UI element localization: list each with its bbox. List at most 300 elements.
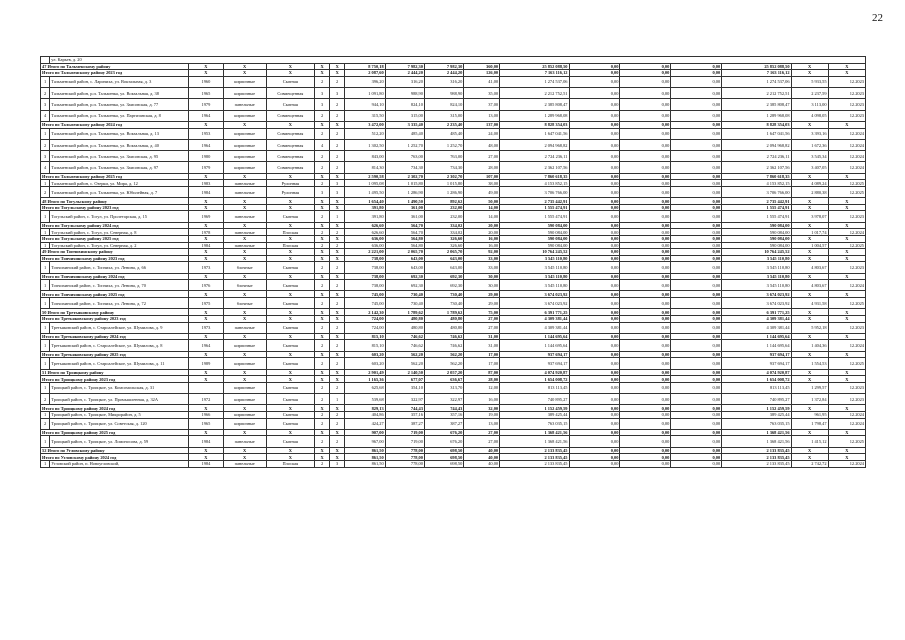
placeholder-x: Х	[223, 315, 266, 322]
floors-cell: 2	[315, 211, 330, 222]
wall-material-cell: панельные	[223, 460, 266, 467]
value-cell: 387,27	[424, 418, 463, 429]
roof-type-cell: Совмещенная	[266, 139, 315, 150]
placeholder-x: Х	[223, 70, 266, 77]
value-cell: 692,30	[424, 280, 463, 291]
placeholder-x: Х	[266, 315, 315, 322]
value-cell: 564,70	[385, 229, 424, 236]
value-cell: 0,00	[620, 460, 671, 467]
value-cell: 562,20	[424, 358, 463, 369]
total-row	[41, 429, 866, 436]
value-cell: 603,20	[345, 351, 385, 358]
tail-cell: 12.2025	[828, 186, 865, 197]
value-cell: 480,80	[385, 315, 424, 322]
building-row	[41, 340, 866, 351]
building-row	[41, 242, 866, 249]
value-cell: 778,00	[385, 460, 424, 467]
value-cell: 315,00	[424, 110, 463, 121]
tail-cell: Х	[791, 351, 828, 358]
tail-cell: Х	[791, 315, 828, 322]
year-cell: 1976	[189, 280, 224, 291]
value-cell: 0,00	[620, 173, 671, 180]
value-cell: 0,00	[671, 460, 722, 467]
roof-type-cell: Совмещенная	[266, 151, 315, 162]
placeholder-x: Х	[330, 222, 345, 229]
value-cell: 0,00	[671, 376, 722, 383]
value-cell: 0,00	[569, 235, 620, 242]
total-label: 50 Итого по Третьяковскому району	[41, 309, 189, 316]
value-cell: 843,00	[345, 151, 385, 162]
placeholder-x: Х	[223, 121, 266, 128]
value-cell: 636,00	[345, 235, 385, 242]
tail-cell: 12.2024	[828, 280, 865, 291]
value-cell: 0,00	[671, 76, 722, 87]
wall-material-cell: панельные	[223, 180, 266, 187]
year-cell: 1978	[189, 229, 224, 236]
building-row	[41, 110, 866, 121]
tail-cell: Х	[791, 63, 828, 70]
address-cell: Третьяковский район, с. Староалейское, ул. Шумилова, д. 9	[50, 322, 189, 333]
roof-type-cell: Совмещенная	[266, 88, 315, 99]
tail-cell: Х	[791, 222, 828, 229]
total-label: Итого по Тогульскому району 2025 год	[41, 235, 189, 242]
value-cell: 643,00	[385, 255, 424, 262]
wall-material-cell: кирпичные	[223, 88, 266, 99]
placeholder-x: Х	[330, 405, 345, 412]
value-cell: 87,00	[464, 369, 500, 376]
value-cell: 746,62	[424, 333, 463, 340]
building-row	[41, 460, 866, 467]
tail-cell: 4 803,67	[791, 262, 828, 273]
row-index: 1	[41, 322, 50, 333]
value-cell: 30,00	[464, 280, 500, 291]
value-cell: 988,90	[424, 88, 463, 99]
value-cell: 0,00	[569, 322, 620, 333]
tail-cell: Х	[791, 454, 828, 461]
building-row	[41, 262, 866, 273]
value-cell: 20,00	[464, 229, 500, 236]
value-cell: 6 391 771,25	[722, 309, 791, 316]
value-cell: 2 444,20	[385, 70, 424, 77]
tail-cell: 1 798,47	[791, 418, 828, 429]
roof-type-cell: Скатная	[266, 394, 315, 405]
entrances-cell: 2	[330, 242, 345, 249]
tail-cell: 12.2023	[828, 382, 865, 393]
placeholder-x: Х	[223, 369, 266, 376]
entrances-cell: 2	[330, 340, 345, 351]
placeholder-x: Х	[315, 222, 330, 229]
value-cell: 0,00	[569, 298, 620, 309]
placeholder-x: Х	[315, 291, 330, 298]
value-cell: 1 368 421,56	[500, 429, 569, 436]
value-cell: 3 335,40	[385, 121, 424, 128]
value-cell: 603,20	[345, 358, 385, 369]
address-cell: Угловский район, п. Новоугловский,	[50, 460, 189, 467]
value-cell: 17,00	[464, 358, 500, 369]
placeholder-x: Х	[223, 235, 266, 242]
tail-cell: Х	[791, 173, 828, 180]
tail-cell: 1 672,36	[791, 139, 828, 150]
value-cell: 744,43	[385, 405, 424, 412]
value-cell: 0,00	[671, 358, 722, 369]
building-row	[41, 151, 866, 162]
value-cell: 719,00	[385, 429, 424, 436]
total-label: Итого по Тогульскому району 2024 год	[41, 222, 189, 229]
placeholder-x: Х	[266, 454, 315, 461]
value-cell: 361,00	[385, 211, 424, 222]
entrances-cell: 2	[330, 99, 345, 110]
value-cell: 0,00	[671, 110, 722, 121]
value-cell: 730,40	[385, 298, 424, 309]
value-cell: 0,00	[569, 418, 620, 429]
tail-cell: 12.2023	[828, 76, 865, 87]
year-cell: 1965	[189, 418, 224, 429]
value-cell: 0,00	[569, 222, 620, 229]
value-cell: 861,50	[345, 460, 385, 467]
roof-type-cell: Скатная	[266, 412, 315, 419]
value-cell: 744,43	[424, 405, 463, 412]
wall-material-cell: блочные	[223, 262, 266, 273]
value-cell: 0,00	[620, 436, 671, 447]
value-cell: 0,00	[569, 76, 620, 87]
roof-type-cell: Рулонная	[266, 186, 315, 197]
placeholder-x: Х	[223, 222, 266, 229]
total-row	[41, 315, 866, 322]
value-cell: 24,00	[464, 128, 500, 139]
value-cell: 2 735 442,91	[500, 198, 569, 205]
building-row	[41, 418, 866, 429]
value-cell: 8 828 354,03	[722, 121, 791, 128]
total-row	[41, 369, 866, 376]
total-row	[41, 405, 866, 412]
value-cell: 0,00	[620, 249, 671, 256]
value-cell: 740 895,27	[500, 394, 569, 405]
address-cell: Тальменский район, р.п. Тальменка, ул. Юбилейная, д. 7	[50, 186, 189, 197]
value-cell: 0,00	[569, 454, 620, 461]
value-cell: 3 545 110,80	[500, 273, 569, 280]
value-cell: 0,00	[620, 369, 671, 376]
value-cell: 0,00	[620, 447, 671, 454]
roof-type-cell: Скатная	[266, 99, 315, 110]
placeholder-x: Х	[330, 376, 345, 383]
placeholder-x: Х	[315, 249, 330, 256]
table-body	[41, 57, 866, 468]
roof-type-cell: Скатная	[266, 280, 315, 291]
value-cell: 3 706 766,00	[500, 186, 569, 197]
tail-cell: Х	[828, 198, 865, 205]
value-cell: 25 852 088,50	[500, 63, 569, 70]
placeholder-x: Х	[266, 291, 315, 298]
tail-cell: 2 880,38	[791, 186, 828, 197]
value-cell: 1 647 041,56	[722, 128, 791, 139]
value-cell: 13,00	[464, 110, 500, 121]
floors-cell: 2	[315, 340, 330, 351]
address-cell: Троицкий район, с. Троицкое, ул. Комсомольская, д. 31	[50, 382, 189, 393]
address-continuation-row	[41, 57, 866, 64]
row-index: 2	[41, 88, 50, 99]
value-cell: 0,00	[620, 88, 671, 99]
total-label: 49 Итого по Топчихинскому району	[41, 249, 189, 256]
value-cell: 3 545 110,80	[500, 255, 569, 262]
floors-cell: 2	[315, 180, 330, 187]
tail-cell: Х	[791, 333, 828, 340]
value-cell: 2 735 442,91	[722, 198, 791, 205]
value-cell: 480,80	[385, 322, 424, 333]
total-label: Итого по Топчихинскому району 2023 год	[41, 255, 189, 262]
building-row	[41, 280, 866, 291]
value-cell: 0,00	[671, 255, 722, 262]
value-cell: 746,62	[385, 333, 424, 340]
placeholder-x: Х	[266, 204, 315, 211]
year-cell: 1989	[189, 358, 224, 369]
row-index: 1	[41, 460, 50, 467]
value-cell: 590 084,00	[500, 229, 569, 236]
year-cell: 1984	[189, 436, 224, 447]
value-cell: 562,20	[424, 351, 463, 358]
value-cell: 2 590,58	[345, 173, 385, 180]
value-cell: 0,00	[671, 315, 722, 322]
placeholder-x: Х	[189, 273, 224, 280]
value-cell: 0,00	[620, 63, 671, 70]
value-cell: 643,00	[424, 255, 463, 262]
value-cell: 0,00	[671, 382, 722, 393]
value-cell: 0,00	[671, 186, 722, 197]
value-cell: 724,00	[345, 315, 385, 322]
year-cell: 1980	[189, 151, 224, 162]
tail-cell: 12.2023	[828, 88, 865, 99]
wall-material-cell: панельные	[223, 211, 266, 222]
placeholder-x: Х	[315, 333, 330, 340]
value-cell: 824,10	[424, 99, 463, 110]
total-row	[41, 255, 866, 262]
value-cell: 0,00	[569, 211, 620, 222]
address-cell: Тальменский район, с. Озерки, ул. Мира, д. 12	[50, 180, 189, 187]
value-cell: 0,00	[671, 128, 722, 139]
entrances-cell: 2	[330, 262, 345, 273]
address-cell: Тогульский район, с. Тогул, ул. Северная, д. 8	[50, 229, 189, 236]
value-cell: 0,00	[671, 351, 722, 358]
year-cell: 1984	[189, 460, 224, 467]
value-cell: 107,00	[464, 173, 500, 180]
value-cell: 0,00	[569, 180, 620, 187]
placeholder-x: Х	[330, 121, 345, 128]
placeholder-x: Х	[266, 309, 315, 316]
value-cell: 724,00	[345, 322, 385, 333]
total-row	[41, 351, 866, 358]
value-cell: 19,00	[464, 412, 500, 419]
value-cell: 50,00	[464, 198, 500, 205]
floors-cell: 2	[315, 436, 330, 447]
tail-cell: Х	[828, 309, 865, 316]
address-cell: Троицкий район, с. Троицкое, ул. Советская, д. 120	[50, 418, 189, 429]
value-cell: 539,68	[345, 394, 385, 405]
value-cell: 0,00	[620, 121, 671, 128]
total-label: Итого по Тогульскому району 2023 год	[41, 204, 189, 211]
value-cell: 1 555 474,91	[500, 204, 569, 211]
floors-cell: 2	[315, 322, 330, 333]
value-cell: 0,00	[671, 242, 722, 249]
value-cell: 0,00	[569, 376, 620, 383]
placeholder-x: Х	[266, 333, 315, 340]
value-cell: 3 706 766,00	[722, 186, 791, 197]
value-cell: 0,00	[671, 333, 722, 340]
value-cell: 0,00	[569, 121, 620, 128]
placeholder-x: Х	[330, 173, 345, 180]
value-cell: 0,00	[620, 376, 671, 383]
total-label: Итого по Третьяковскому району 2025 год	[41, 351, 189, 358]
value-cell: 33,00	[464, 262, 500, 273]
placeholder-x: Х	[315, 63, 330, 70]
value-cell: 564,80	[385, 242, 424, 249]
placeholder-x: Х	[315, 429, 330, 436]
value-cell: 16,00	[464, 242, 500, 249]
value-cell: 0,00	[620, 280, 671, 291]
tail-cell: Х	[828, 235, 865, 242]
value-cell: 1 274 537,06	[722, 76, 791, 87]
page-number: 22	[872, 12, 883, 24]
value-cell: 7 860 618,35	[500, 173, 569, 180]
value-cell: 3 545 110,80	[722, 255, 791, 262]
tail-cell: Х	[791, 429, 828, 436]
value-cell: 315,50	[345, 110, 385, 121]
placeholder-x: Х	[189, 333, 224, 340]
total-row	[41, 309, 866, 316]
tail-cell: 12.2024	[828, 162, 865, 173]
building-row	[41, 99, 866, 110]
value-cell: 829,13	[345, 405, 385, 412]
entrances-cell: 2	[330, 412, 345, 419]
placeholder-x: Х	[315, 121, 330, 128]
placeholder-x: Х	[189, 369, 224, 376]
tail-cell: Х	[791, 70, 828, 77]
value-cell: 2 362 107,56	[722, 162, 791, 173]
value-cell: 562,20	[385, 358, 424, 369]
value-cell: 25 852 088,50	[722, 63, 791, 70]
value-cell: 0,00	[569, 309, 620, 316]
value-cell: 0,00	[671, 454, 722, 461]
total-row	[41, 70, 866, 77]
value-cell: 4 309 381,44	[722, 315, 791, 322]
tail-cell: 4 098,05	[791, 110, 828, 121]
value-cell: 0,00	[671, 162, 722, 173]
value-cell: 944,10	[345, 99, 385, 110]
tail-cell: 3 393,16	[791, 128, 828, 139]
roof-type-cell: Скатная	[266, 262, 315, 273]
placeholder-x: Х	[189, 63, 224, 70]
value-cell: 1 144 695,64	[500, 340, 569, 351]
value-cell: 29,00	[464, 298, 500, 309]
value-cell: 0,00	[671, 173, 722, 180]
value-cell: 590 084,00	[500, 242, 569, 249]
year-cell: 1960	[189, 76, 224, 87]
value-cell: 0,00	[569, 351, 620, 358]
total-label: 47 Итого по Тальменскому району	[41, 63, 189, 70]
total-row	[41, 273, 866, 280]
value-cell: 590 084,00	[500, 222, 569, 229]
placeholder-x: Х	[266, 173, 315, 180]
value-cell: 326,60	[424, 235, 463, 242]
entrances-cell: 2	[330, 76, 345, 87]
value-cell: 28,00	[464, 376, 500, 383]
address-cell: Тальменский район, р.п. Тальменка, ул. Партизанская, д. 8	[50, 110, 189, 121]
year-cell	[189, 382, 224, 393]
tail-cell: Х	[791, 249, 828, 256]
total-row	[41, 454, 866, 461]
value-cell: 738,00	[345, 280, 385, 291]
value-cell: 892,62	[424, 198, 463, 205]
value-cell: 35,00	[464, 88, 500, 99]
total-label: 51 Итого по Троицкому району	[41, 369, 189, 376]
row-index	[41, 57, 50, 64]
value-cell: 643,00	[424, 262, 463, 273]
value-cell: 2 385 808,47	[722, 99, 791, 110]
value-cell: 38,00	[464, 180, 500, 187]
value-cell: 0,00	[569, 429, 620, 436]
building-row	[41, 322, 866, 333]
value-cell: 2 385 808,47	[500, 99, 569, 110]
tail-cell: Х	[791, 255, 828, 262]
placeholder-x: Х	[330, 291, 345, 298]
value-cell: 698,50	[424, 447, 463, 454]
placeholder-x: Х	[315, 204, 330, 211]
tail-cell: 12.2023	[828, 322, 865, 333]
placeholder-x: Х	[330, 429, 345, 436]
total-label: Итого по Топчихинскому району 2024 год	[41, 273, 189, 280]
value-cell: 2 724 236,11	[500, 151, 569, 162]
value-cell: 0,00	[620, 180, 671, 187]
roof-type-cell: Плоская	[266, 460, 315, 467]
value-cell: 2 901,49	[345, 369, 385, 376]
roof-type-cell: Плоская	[266, 242, 315, 249]
entrances-cell: 2	[330, 358, 345, 369]
row-index: 4	[41, 162, 50, 173]
placeholder-x: Х	[223, 173, 266, 180]
value-cell: 10 764 245,52	[722, 249, 791, 256]
value-cell: 313,70	[424, 382, 463, 393]
value-cell: 0,00	[620, 99, 671, 110]
value-cell: 0,00	[620, 198, 671, 205]
value-cell: 4 074 920,87	[500, 369, 569, 376]
tail-cell: 1 554,53	[791, 358, 828, 369]
tail-cell: Х	[791, 447, 828, 454]
value-cell: 389 425,44	[500, 412, 569, 419]
address-cell: Тальменский район, р.п. Тальменка, ул. Вокзальная, д. 38	[50, 88, 189, 99]
value-cell: 4 309 381,44	[722, 322, 791, 333]
value-cell: 1 286,90	[424, 186, 463, 197]
value-cell: 0,00	[569, 162, 620, 173]
value-cell: 2 212 752,51	[722, 88, 791, 99]
value-cell: 2 212 752,51	[500, 88, 569, 99]
value-cell: 0,00	[569, 280, 620, 291]
value-cell: 1 647 041,56	[500, 128, 569, 139]
row-index: 1	[41, 128, 50, 139]
value-cell: 590 084,00	[722, 222, 791, 229]
total-label: Итого по Троицкому району 2024 год	[41, 405, 189, 412]
value-cell: 3 545 110,80	[500, 280, 569, 291]
year-cell: 1979	[189, 162, 224, 173]
value-cell: 745,00	[345, 298, 385, 309]
placeholder-x: Х	[189, 198, 224, 205]
value-cell: 0,00	[569, 99, 620, 110]
value-cell: 0,00	[569, 333, 620, 340]
value-cell: 3 674 023,92	[500, 298, 569, 309]
placeholder-x: Х	[266, 235, 315, 242]
value-cell: 31,00	[464, 333, 500, 340]
row-index: 1	[41, 262, 50, 273]
value-cell: 0,00	[569, 70, 620, 77]
total-row	[41, 63, 866, 70]
value-cell: 625,68	[345, 382, 385, 393]
